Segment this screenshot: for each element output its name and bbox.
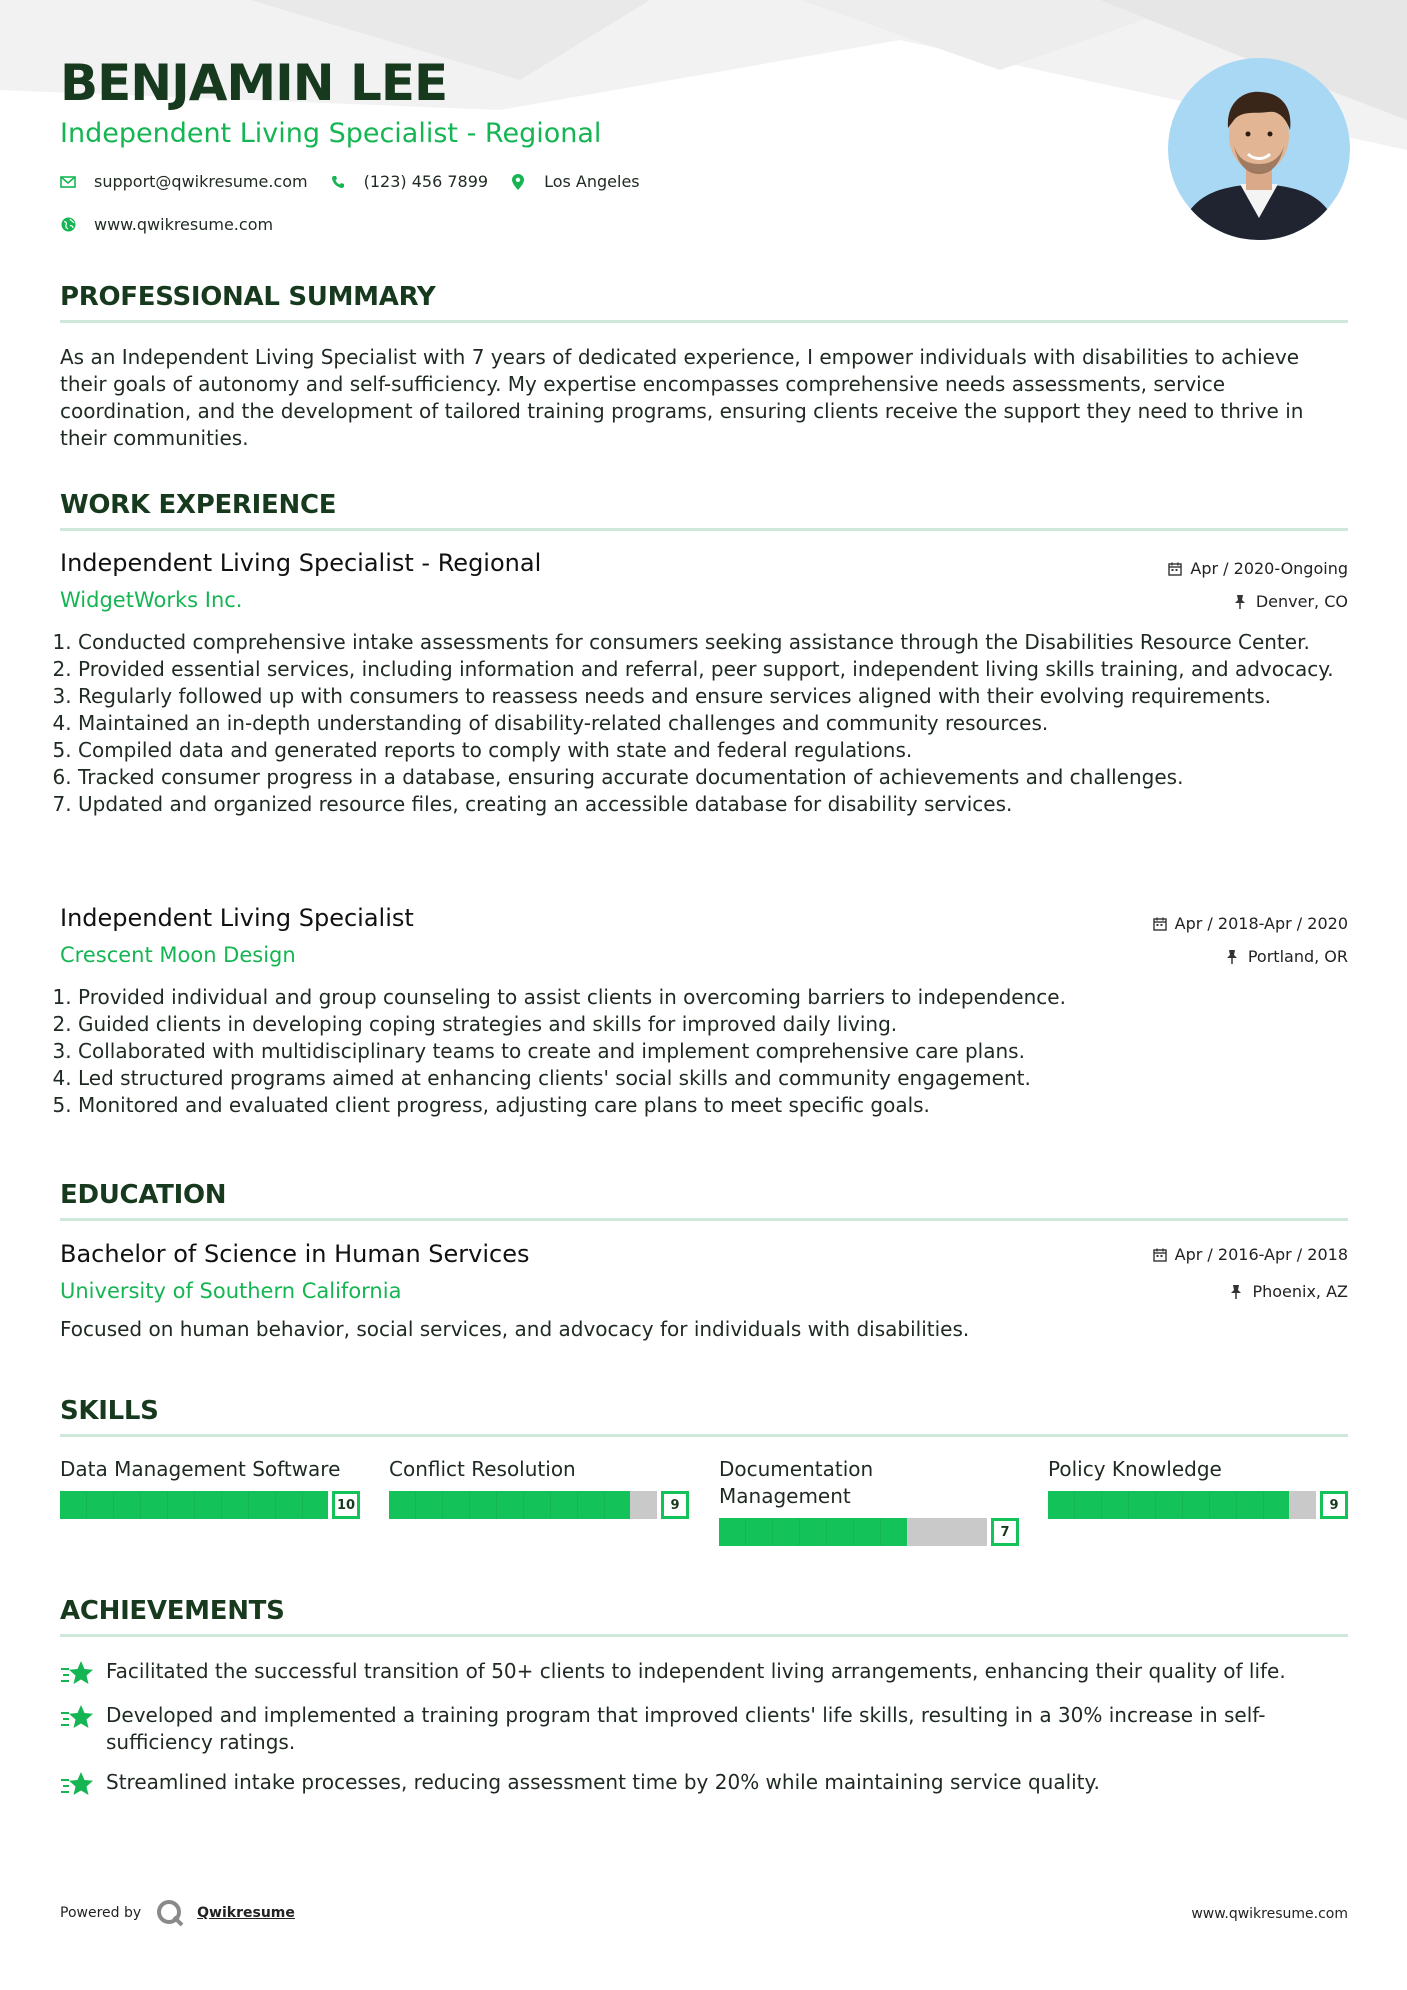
footer-powered-by xyxy=(60,1898,295,1928)
qwikresume-logo-icon xyxy=(155,1898,185,1928)
powered-by-label: Powered by xyxy=(60,1905,142,1921)
contact-website xyxy=(60,215,273,234)
list-item: 2. Provided essential services, including information and referral, peer support, independent living skills training, and advocacy. xyxy=(78,656,1366,683)
section-divider xyxy=(60,1434,1348,1437)
education-school: University of Southern California xyxy=(60,1279,402,1303)
contact-row xyxy=(60,172,662,191)
skill-level-badge: 10 xyxy=(332,1491,360,1519)
job-title: Independent Living Specialist xyxy=(60,904,414,932)
skill-item xyxy=(1048,1456,1348,1519)
job-title: Independent Living Specialist - Regional xyxy=(60,549,542,577)
skill-level-badge: 9 xyxy=(661,1491,689,1519)
skill-item xyxy=(389,1456,689,1519)
job-dates xyxy=(1168,559,1348,578)
skill-bar xyxy=(719,1518,1019,1546)
skills-heading: SKILLS xyxy=(60,1396,159,1426)
skill-level-badge: 9 xyxy=(1320,1491,1348,1519)
education-degree: Bachelor of Science in Human Services xyxy=(60,1240,530,1268)
phone-icon xyxy=(330,174,346,190)
resume-page xyxy=(60,0,1348,1990)
summary-text: As an Independent Living Specialist with 7 years of dedicated experience, I empower individuals with disabilities to achieve their goals of autonomy and self-sufficiency. My expertise encompasses comprehensive needs assessments, service coordination, and the development of tailored training programs, ensuring clients receive the support they need to thrive in their communities. xyxy=(60,345,1304,450)
pushpin-icon xyxy=(1226,950,1240,964)
achievement-item xyxy=(60,1702,1348,1756)
pushpin-icon xyxy=(1234,595,1248,609)
contact-email xyxy=(60,172,308,191)
list-item: 5. Monitored and evaluated client progress, adjusting care plans to meet specific goals. xyxy=(78,1092,1366,1119)
job-location xyxy=(1226,947,1348,966)
skill-bar-fill xyxy=(389,1491,630,1519)
list-item: 2. Guided clients in developing coping strategies and skills for improved daily living. xyxy=(78,1011,1366,1038)
job-company: Crescent Moon Design xyxy=(60,943,296,967)
calendar-icon xyxy=(1153,1248,1167,1262)
map-pin-icon xyxy=(510,174,526,190)
skill-item xyxy=(719,1456,1010,1546)
contact-location xyxy=(510,172,640,191)
job-company: WidgetWorks Inc. xyxy=(60,588,243,612)
list-item: 1. Conducted comprehensive intake assessments for consumers seeking assistance through the Disabilities Resource Center. xyxy=(78,629,1366,656)
skill-bar xyxy=(389,1491,689,1519)
job-bullets xyxy=(60,984,1366,1119)
skill-name: Policy Knowledge xyxy=(1048,1457,1222,1481)
section-divider xyxy=(60,320,1348,323)
achievement-item xyxy=(60,1769,1348,1799)
skill-bar xyxy=(60,1491,360,1519)
skill-name: Conflict Resolution xyxy=(389,1457,576,1481)
summary-heading: PROFESSIONAL SUMMARY xyxy=(60,282,436,312)
skill-bar-fill xyxy=(60,1491,328,1519)
job-dates-text: Apr / 2020-Ongoing xyxy=(1190,559,1348,578)
website-text[interactable]: www.qwikresume.com xyxy=(94,215,274,234)
skill-bar-fill xyxy=(719,1518,907,1546)
achievement-text: Facilitated the successful transition of 50+ clients to independent living arrangements, enhancing their quality of life. xyxy=(106,1659,1286,1683)
education-dates xyxy=(1153,1245,1348,1264)
skill-bar-fill xyxy=(1048,1491,1289,1519)
calendar-icon xyxy=(1168,562,1182,576)
list-item: 4. Maintained an in-depth understanding of disability-related challenges and community resources. xyxy=(78,710,1366,737)
job-location xyxy=(1234,592,1348,611)
candidate-name: BENJAMIN LEE xyxy=(60,54,448,112)
phone-text: (123) 456 7899 xyxy=(363,172,489,191)
skill-item xyxy=(60,1456,360,1519)
job-bullets xyxy=(60,629,1366,818)
footer-website[interactable]: www.qwikresume.com xyxy=(1191,1906,1348,1922)
achievement-text: Developed and implemented a training program that improved clients' life skills, resulting in a 30% increase in self-sufficiency ratings. xyxy=(106,1703,1266,1754)
section-divider xyxy=(60,1218,1348,1221)
list-item: 5. Compiled data and generated reports to comply with state and federal regulations. xyxy=(78,737,1366,764)
contact-row-website xyxy=(60,215,295,234)
experience-heading: WORK EXPERIENCE xyxy=(60,490,337,520)
envelope-icon xyxy=(60,174,76,190)
list-item: 7. Updated and organized resource files, creating an accessible database for disability services. xyxy=(78,791,1366,818)
list-item: 4. Led structured programs aimed at enhancing clients' social skills and community engagement. xyxy=(78,1065,1366,1092)
job-dates-text: Apr / 2018-Apr / 2020 xyxy=(1174,914,1348,933)
location-text: Los Angeles xyxy=(544,172,640,191)
job-location-text: Portland, OR xyxy=(1247,947,1348,966)
calendar-icon xyxy=(1153,917,1167,931)
candidate-title: Independent Living Specialist - Regional xyxy=(60,118,602,149)
trophy-star-icon xyxy=(60,1771,94,1799)
job-dates xyxy=(1153,914,1348,933)
skill-name: Data Management Software xyxy=(60,1457,341,1481)
section-divider xyxy=(60,528,1348,531)
qwikresume-link[interactable]: Qwikresume xyxy=(197,1905,295,1921)
list-item: 3. Collaborated with multidisciplinary teams to create and implement comprehensive care plans. xyxy=(78,1038,1366,1065)
achievements-heading: ACHIEVEMENTS xyxy=(60,1596,285,1626)
list-item: 1. Provided individual and group counseling to assist clients in overcoming barriers to independence. xyxy=(78,984,1366,1011)
section-divider xyxy=(60,1634,1348,1637)
trophy-star-icon xyxy=(60,1704,94,1732)
email-text[interactable]: support@qwikresume.com xyxy=(94,172,308,191)
skill-bar xyxy=(1048,1491,1348,1519)
education-location-text: Phoenix, AZ xyxy=(1252,1282,1348,1301)
education-dates-text: Apr / 2016-Apr / 2018 xyxy=(1174,1245,1348,1264)
trophy-star-icon xyxy=(60,1660,94,1688)
list-item: 3. Regularly followed up with consumers to reassess needs and ensure services aligned with their evolving requirements. xyxy=(78,683,1366,710)
pushpin-icon xyxy=(1230,1285,1244,1299)
skill-name: Documentation Management xyxy=(719,1457,874,1508)
avatar xyxy=(1168,58,1350,240)
achievement-text: Streamlined intake processes, reducing assessment time by 20% while maintaining service quality. xyxy=(106,1770,1100,1794)
skill-level-badge: 7 xyxy=(991,1518,1019,1546)
achievement-item xyxy=(60,1658,1348,1688)
contact-phone xyxy=(330,172,488,191)
list-item: 6. Tracked consumer progress in a database, ensuring accurate documentation of achievements and challenges. xyxy=(78,764,1366,791)
education-description: Focused on human behavior, social services, and advocacy for individuals with disabilities. xyxy=(60,1317,970,1341)
education-heading: EDUCATION xyxy=(60,1180,227,1210)
globe-icon xyxy=(60,217,76,233)
education-location xyxy=(1230,1282,1348,1301)
job-location-text: Denver, CO xyxy=(1255,592,1348,611)
